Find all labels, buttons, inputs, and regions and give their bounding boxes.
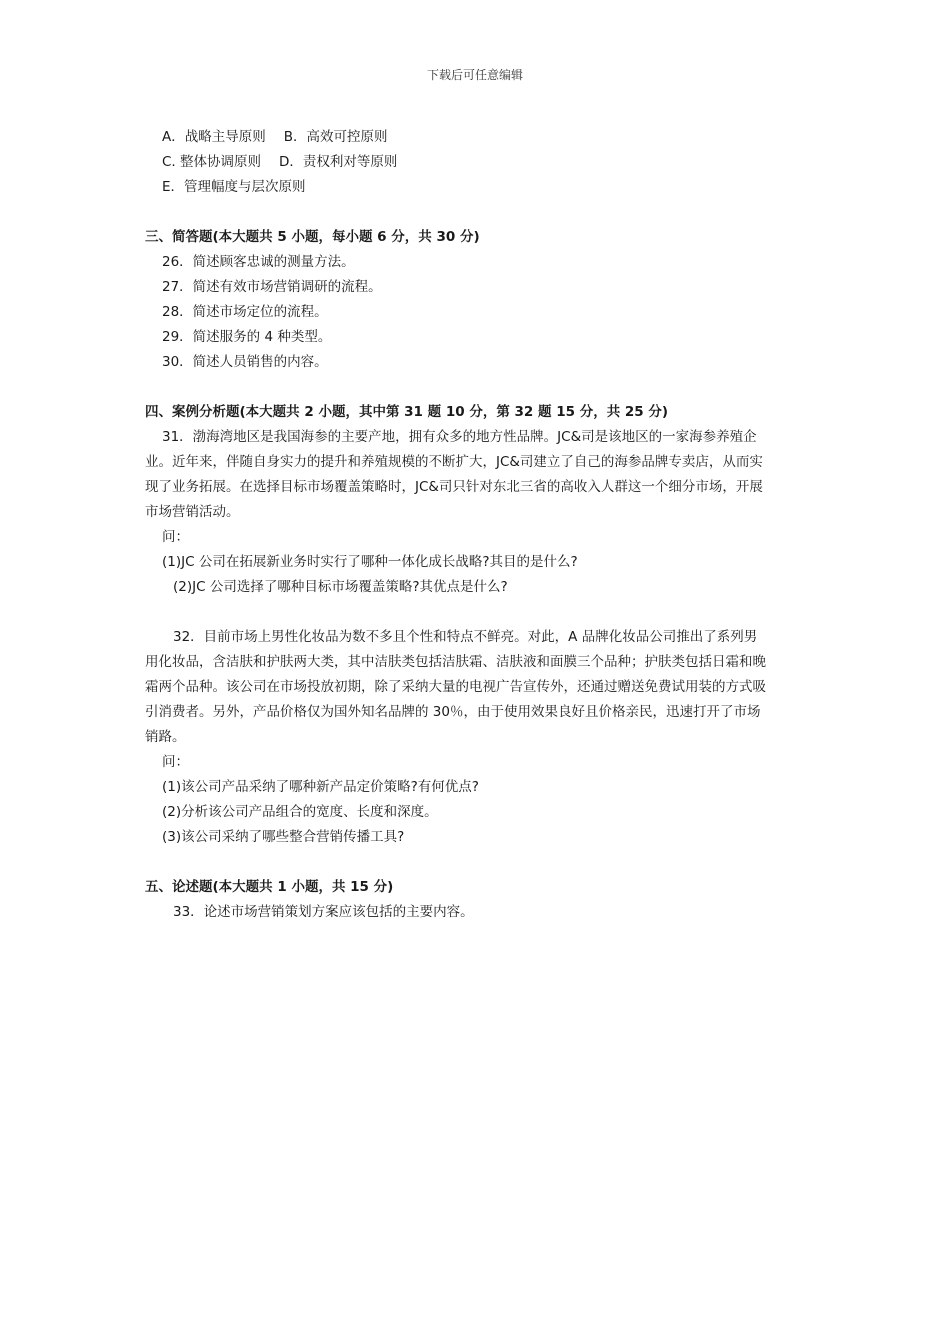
question-29: 29．简述服务的 4 种类型。: [162, 329, 332, 345]
case-32-sub-2: (2)分析该公司产品组合的宽度、长度和深度。: [162, 804, 438, 820]
case-31-sub-1: (1)JC 公司在拓展新业务时实行了哪种一体化成长战略?其目的是什么?: [162, 554, 578, 570]
case-31-ask: 问：: [162, 529, 189, 545]
case-32-sub-1: (1)该公司产品采纳了哪种新产品定价策略?有何优点?: [162, 779, 479, 795]
option-c: C. 整体协调原则: [162, 154, 262, 170]
case-31-line-3: 现了业务拓展。在选择目标市场覆盖策略时，JC&司只针对东北三省的高收入人群这一个细分市场，开展: [145, 479, 763, 495]
section-3-title: 三、简答题(本大题共 5 小题，每小题 6 分，共 30 分): [145, 229, 480, 245]
document-body: [145, 125, 810, 925]
options-line-2: [145, 150, 810, 175]
case-31-line-1: 31．渤海湾地区是我国海参的主要产地，拥有众多的地方性品牌。JC&司是该地区的一家海参养殖企: [162, 429, 757, 445]
option-e: E．管理幅度与层次原则: [162, 179, 306, 195]
option-d: D．责权利对等原则: [279, 154, 398, 170]
page-header: 下载后可任意编辑: [426, 68, 523, 82]
question-28: 28．简述市场定位的流程。: [162, 304, 328, 320]
case-32-line-3: 霜两个品种。该公司在市场投放初期，除了采纳大量的电视广告宣传外，还通过赠送免费试用装的方式吸: [145, 679, 766, 695]
question-33: 33．论述市场营销策划方案应该包括的主要内容。: [173, 904, 474, 920]
case-32-sub-3: (3)该公司采纳了哪些整合营销传播工具?: [162, 829, 405, 845]
case-31-line-2: 业。近年来，伴随自身实力的提升和养殖规模的不断扩大，JC&司建立了自己的海参品牌专卖店，从而实: [145, 454, 763, 470]
question-30: 30．简述人员销售的内容。: [162, 354, 328, 370]
case-32-line-2: 用化妆品，含洁肤和护肤两大类，其中洁肤类包括洁肤霜、洁肤液和面膜三个品种；护肤类包括日霜和晚: [145, 654, 766, 670]
case-32-line-5: 销路。: [145, 729, 186, 745]
option-b: B．高效可控原则: [283, 129, 388, 145]
question-26: 26．简述顾客忠诚的测量方法。: [162, 254, 355, 270]
option-a: A．战略主导原则: [162, 129, 266, 145]
case-32-line-4: 引消费者。另外，产品价格仅为国外知名品牌的 30％，由于使用效果良好且价格亲民，迅速打开了市场: [145, 704, 761, 720]
options-line-1: [145, 125, 810, 150]
section-5-title: 五、论述题(本大题共 1 小题，共 15 分): [145, 879, 394, 895]
section-4-title: 四、案例分析题(本大题共 2 小题，其中第 31 题 10 分，第 32 题 15 分，共 25 分): [145, 404, 669, 420]
case-31-line-4: 市场营销活动。: [145, 504, 240, 520]
case-31-sub-2: (2)JC 公司选择了哪种目标市场覆盖策略?其优点是什么?: [173, 579, 508, 595]
case-32-ask: 问：: [162, 754, 189, 770]
case-32-line-1: 32．目前市场上男性化妆品为数不多且个性和特点不鲜亮。对此，A 品牌化妆品公司推出了系列男: [173, 629, 758, 645]
question-27: 27．简述有效市场营销调研的流程。: [162, 279, 382, 295]
